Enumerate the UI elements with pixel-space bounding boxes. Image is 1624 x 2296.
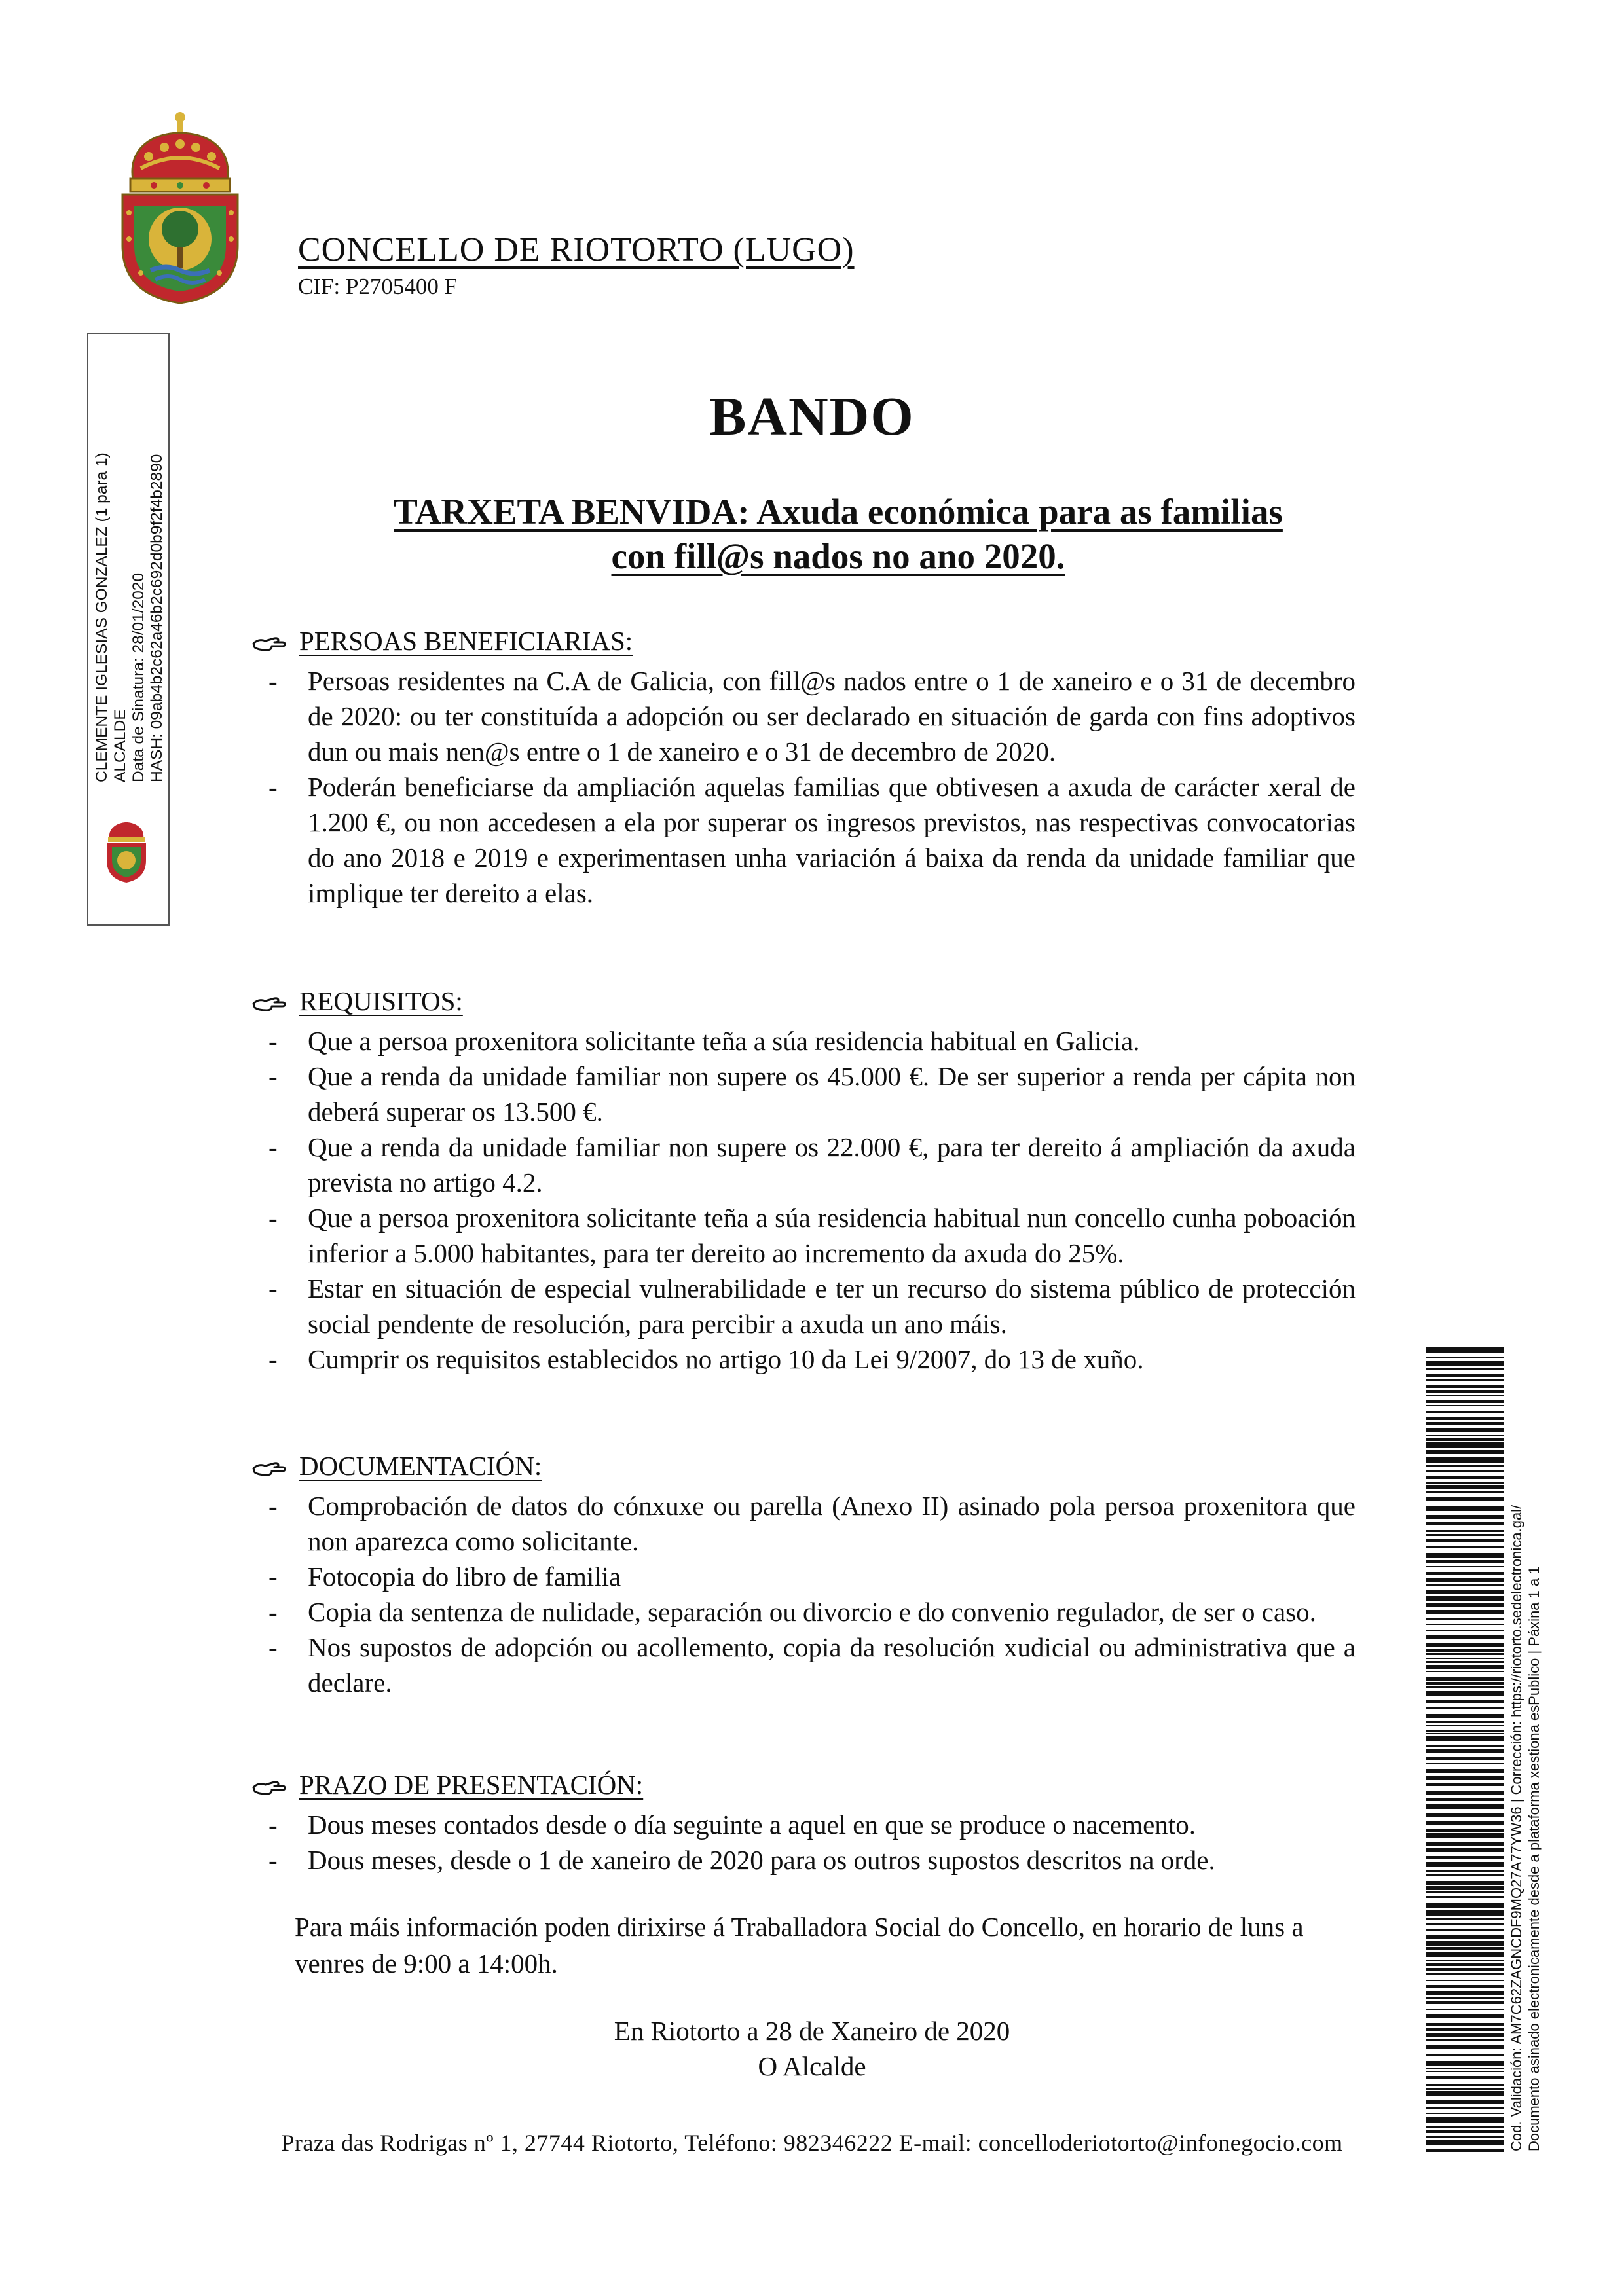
barcode-bar <box>1426 1603 1504 1607</box>
barcode-bar <box>1426 1368 1504 1370</box>
barcode-bar <box>1426 1661 1504 1663</box>
document-title: BANDO <box>709 386 915 447</box>
list-item: - Dous meses contados desde o día seguinte a aquel en que se produce o nacemento. <box>252 1807 1365 1842</box>
barcode-bar <box>1426 1918 1504 1920</box>
list-item-text: Persoas residentes na C.A de Galicia, con fill@s nados entre o 1 de xaneiro e o 31 de decembro de 2020: ou ter constituída a adopción ou ser declarado en situación de garda con fins adoptivos dun ou mais nen@s entre o 1 de xaneiro e o 31 de decembro de 2020. <box>308 666 1356 767</box>
barcode-bar <box>1426 1653 1504 1655</box>
hand-pointing-icon <box>252 1774 286 1796</box>
barcode-bar <box>1426 1903 1504 1908</box>
barcode-bar <box>1426 1630 1504 1631</box>
barcode-bar <box>1426 1769 1504 1773</box>
barcode-bar <box>1426 1736 1504 1741</box>
barcode-bar <box>1426 1506 1504 1511</box>
barcode-bar <box>1426 1428 1504 1432</box>
barcode-bar <box>1426 1422 1504 1425</box>
barcode-bar <box>1426 1714 1504 1718</box>
barcode-bar <box>1426 1881 1504 1885</box>
closing-signer: O Alcalde <box>758 2051 866 2081</box>
closing-place-date: En Riotorto a 28 de Xaneiro de 2020 <box>614 2016 1010 2046</box>
signature-hash: HASH: 09ab4b2c62a46b2c692d0b9f2f4b2890 <box>148 454 166 782</box>
barcode-bar <box>1426 1649 1504 1652</box>
barcode-bar <box>1426 2061 1504 2066</box>
barcode-bar <box>1426 1929 1504 1931</box>
stamp-crest-icon <box>103 818 150 884</box>
barcode-bar <box>1426 2088 1504 2090</box>
section-requirements <box>252 985 1365 1377</box>
barcode-bar <box>1426 2028 1504 2031</box>
crown-icon <box>130 112 230 192</box>
barcode-bar <box>1426 1813 1504 1817</box>
list-item-text: Que a renda da unidade familiar non supere os 45.000 €. De ser superior a renda per cápita non deberá superar os 13.500 €. <box>308 1061 1356 1127</box>
barcode-bar <box>1426 1411 1504 1413</box>
barcode-bar <box>1426 1643 1504 1647</box>
organization-cif: CIF: P2705400 F <box>298 274 458 299</box>
barcode-bar <box>1426 1700 1504 1703</box>
barcode-bar <box>1426 1842 1504 1846</box>
barcode-bar <box>1426 1497 1504 1501</box>
section-title: PERSOAS BENEFICIARIAS: <box>299 626 633 656</box>
list-item: - Fotocopia do libro de familia <box>252 1559 1365 1594</box>
barcode-bar <box>1426 2014 1504 2018</box>
barcode-bar <box>1426 1553 1504 1558</box>
validation-code-line: Cod. Validación: AM7C62ZAGNCDF9MQ27A77YW36 | Corrección: https://riotorto.sedelectronica.gal/ <box>1508 1504 1524 2151</box>
barcode-bar <box>1426 1910 1504 1916</box>
barcode-bar <box>1426 1442 1504 1448</box>
barcode-bar <box>1426 2136 1504 2138</box>
section-beneficiaries <box>252 625 1365 911</box>
hand-pointing-icon <box>252 630 286 653</box>
barcode-bar <box>1426 2107 1504 2109</box>
list-item-text: Estar en situación de especial vulnerabilidade e ter un recurso do sistema público de protección social pendente de resolución, para percibir a axuda un ano máis. <box>308 1273 1356 1339</box>
barcode-bar <box>1426 1560 1504 1563</box>
barcode-bar <box>1426 1491 1504 1493</box>
validation-text <box>1507 1346 1553 2151</box>
list-item: - Poderán beneficiarse da ampliación aquelas familias que obtivesen a axuda de carácter xeral de 1.200 €, ou non accedesen a ela por superar os ingresos previstos, nas respectivas convocatorias do ano 2018 e 2019 e experimentasen unha variación á baixa da renda da unidade familiar que implique ter dereito a elas. <box>252 769 1365 911</box>
barcode-bar <box>1426 1578 1504 1582</box>
barcode-bar <box>1426 1686 1504 1688</box>
barcode-bar <box>1426 2100 1504 2104</box>
barcode-bar <box>1426 1457 1504 1463</box>
validation-platform-line: Documento asinado electronicamente desde a plataforma xestiona esPublico | Páxina 1 a 1 <box>1526 1566 1542 2151</box>
list-item: - Que a renda da unidade familiar non supere os 22.000 €, para ter dereito á ampliación da axuda prevista no artigo 4.2. <box>252 1129 1365 1200</box>
list-item: - Que a persoa proxenitora solicitante teña a súa residencia habitual nun concello cunha poboación inferior a 5.000 habitantes, para ter dereito ao incremento da axuda do 25%. <box>252 1200 1365 1271</box>
list-item: - Dous meses, desde o 1 de xaneiro de 2020 para os outros supostos descritos na orde. <box>252 1842 1365 1878</box>
barcode-bar <box>1426 1379 1504 1381</box>
barcode-bar <box>1426 2140 1504 2145</box>
barcode-bar <box>1426 1952 1504 1957</box>
barcode-bar <box>1426 1980 1504 1981</box>
barcode-bar <box>1426 2023 1504 2026</box>
barcode-bar <box>1426 1947 1504 1950</box>
list-item: - Persoas residentes na C.A de Galicia, con fill@s nados entre o 1 de xaneiro e o 31 de decembro de 2020: ou ter constituída a adopción ou ser declarado en situación de garda con fins adoptivos dun ou mais nen@s entre o 1 de xaneiro e o 31 de decembro de 2020. <box>252 663 1365 769</box>
barcode-bar <box>1426 1745 1504 1747</box>
barcode-bar <box>1426 1960 1504 1961</box>
signature-text <box>93 200 172 782</box>
barcode-bar <box>1426 1546 1504 1548</box>
barcode-bar <box>1426 2117 1504 2123</box>
barcode-bar <box>1426 1624 1504 1625</box>
organization-name: CONCELLO DE RIOTORTO (LUGO) <box>298 231 855 268</box>
barcode-bar <box>1426 1677 1504 1681</box>
barcode-bar <box>1426 1476 1504 1479</box>
barcode-bar <box>1426 1618 1504 1620</box>
footer-address: Praza das Rodrigas nº 1, 27744 Riotorto, Teléfono: 982346222 E-mail: concelloderiotorto@infonegocio.com <box>281 2130 1343 2156</box>
list-item-text: Fotocopia do libro de familia <box>308 1561 621 1592</box>
barcode-bar <box>1426 1590 1504 1594</box>
list-item-text: Copia da sentenza de nulidade, separación ou divorcio e do convenio regulador, de ser o caso. <box>308 1597 1316 1627</box>
barcode-bar <box>1426 2113 1504 2114</box>
signer-role: ALCALDE <box>111 709 129 782</box>
section-documentation <box>252 1450 1365 1700</box>
barcode-bar <box>1426 1361 1504 1366</box>
barcode-bar <box>1426 1534 1504 1536</box>
list-item: - Estar en situación de especial vulnerabilidade e ter un recurso do sistema público de protección social pendente de resolución, para percibir a axuda un ano máis. <box>252 1271 1365 1341</box>
barcode-bar <box>1426 1572 1504 1575</box>
subtitle-line-1: TARXETA BENVIDA: Axuda económica para as familias <box>394 492 1283 532</box>
barcode-bar <box>1426 1610 1504 1614</box>
signature-date: Data de Sinatura: 28/01/2020 <box>130 572 147 782</box>
barcode-bar <box>1426 1417 1504 1420</box>
barcode-bar <box>1426 2068 1504 2069</box>
hand-pointing-icon <box>252 991 286 1013</box>
barcode-bar <box>1426 2009 1504 2010</box>
barcode-bar <box>1426 1856 1504 1859</box>
barcode-bar <box>1426 1973 1504 1975</box>
list-item-text: Dous meses contados desde o día seguinte a aquel en que se produce o nacemento. <box>308 1810 1196 1840</box>
list-item: - Comprobación de datos do cónxuxe ou parella (Anexo II) asinado pola persoa proxenitora que non aparezca como solicitante. <box>252 1488 1365 1559</box>
barcode-bar <box>1426 1757 1504 1760</box>
barcode-bar <box>1426 1804 1504 1809</box>
list-item-text: Nos supostos de adopción ou acollemento, copia da resolución xudicial ou administrativa que a declare. <box>308 1632 1356 1698</box>
barcode-bar <box>1426 1963 1504 1966</box>
list-item: - Cumprir os requisitos establecidos no artigo 10 da Lei 9/2007, do 13 de xuño. <box>252 1341 1365 1377</box>
barcode-bar <box>1426 1833 1504 1838</box>
document-subtitle <box>314 490 1362 579</box>
barcode-bar <box>1426 1635 1504 1639</box>
barcode-bar <box>1426 1886 1504 1890</box>
barcode-bar <box>1426 1935 1504 1939</box>
section-title: REQUISITOS: <box>299 986 463 1016</box>
barcode-bar <box>1426 1896 1504 1898</box>
barcode-bar <box>1426 1730 1504 1732</box>
barcode-bar <box>1426 1566 1504 1567</box>
barcode-bar <box>1426 2084 1504 2086</box>
barcode-bar <box>1426 2033 1504 2037</box>
barcode-bar <box>1426 1470 1504 1472</box>
barcode-bar <box>1426 1891 1504 1893</box>
barcode-bar <box>1426 1485 1504 1489</box>
barcode-bar <box>1426 1584 1504 1586</box>
barcode-bar <box>1426 1395 1504 1396</box>
section-submission-deadline <box>252 1769 1365 1878</box>
barcode-bar <box>1426 2054 1504 2056</box>
section-title: PRAZO DE PRESENTACIÓN: <box>299 1770 644 1800</box>
barcode-bar <box>1426 1438 1504 1441</box>
barcode-bar <box>1426 1721 1504 1723</box>
list-item-text: Poderán beneficiarse da ampliación aquelas familias que obtivesen a axuda de carácter xeral de 1.200 €, ou non accedesen a ela por superar os ingresos previstos, nas respectivas convocatorias do ano 2018 e 2019 e experimentasen unha variación á baixa da renda da unidade familiar que implique ter dereito a elas. <box>308 772 1356 908</box>
barcode-bar <box>1426 2039 1504 2041</box>
barcode-bar <box>1426 1522 1504 1525</box>
section-header <box>252 1769 1365 1807</box>
list-item: - Copia da sentenza de nulidade, separación ou divorcio e do convenio regulador, de ser o caso. <box>252 1594 1365 1630</box>
barcode-bar <box>1426 1539 1504 1542</box>
barcode-bar <box>1426 2126 1504 2128</box>
barcode-bar <box>1426 1749 1504 1753</box>
barcode-bar <box>1426 2091 1504 2096</box>
barcode-bar <box>1426 1821 1504 1825</box>
barcode-bar <box>1426 1405 1504 1406</box>
validation-barcode <box>1426 1347 1504 2153</box>
list-item-text: Dous meses, desde o 1 de xaneiro de 2020 para os outros supostos descritos na orde. <box>308 1845 1215 1875</box>
barcode-bar <box>1426 1691 1504 1696</box>
list-item-text: Que a renda da unidade familiar non supere os 22.000 €, para ter dereito á ampliación da axuda prevista no artigo 4.2. <box>308 1132 1356 1197</box>
list-item: - Que a renda da unidade familiar non supere os 45.000 €. De ser superior a renda per cápita non deberá superar os 13.500 €. <box>252 1059 1365 1129</box>
barcode-bar <box>1426 1665 1504 1669</box>
barcode-bar <box>1426 1374 1504 1377</box>
barcode-bar <box>1426 1763 1504 1764</box>
barcode-bar <box>1426 2001 1504 2004</box>
barcode-bar <box>1426 1776 1504 1780</box>
barcode-bar <box>1426 1707 1504 1709</box>
list-item: - Que a persoa proxenitora solicitante teña a súa residencia habitual en Galicia. <box>252 1023 1365 1059</box>
barcode-bar <box>1426 1682 1504 1685</box>
barcode-bar <box>1426 1658 1504 1659</box>
list-item-text: Que a persoa proxenitora solicitante teña a súa residencia habitual en Galicia. <box>308 1026 1140 1056</box>
barcode-bar <box>1426 1482 1504 1484</box>
section-header <box>252 625 1365 663</box>
hand-pointing-icon <box>252 1455 286 1478</box>
barcode-bar <box>1426 2076 1504 2079</box>
section-header <box>252 1450 1365 1488</box>
barcode-bar <box>1426 1783 1504 1786</box>
barcode-bar <box>1426 1357 1504 1358</box>
barcode-bar <box>1426 1848 1504 1852</box>
signer-name: CLEMENTE IGLESIAS GONZALEZ (1 para 1) <box>93 452 111 782</box>
list-item-text: Que a persoa proxenitora solicitante teña a súa residencia habitual nun concello cunha poboación inferior a 5.000 habitantes, para ter dereito ao incremento da axuda do 25%. <box>308 1203 1356 1268</box>
subtitle-line-2: con fill@s nados no ano 2020. <box>611 536 1065 576</box>
barcode-bar <box>1426 1923 1504 1925</box>
barcode-bar <box>1426 1862 1504 1867</box>
barcode-bar <box>1426 1465 1504 1467</box>
barcode-bar <box>1426 1435 1504 1436</box>
list-item-text: Cumprir os requisitos establecidos no artigo 10 da Lei 9/2007, do 13 de xuño. <box>308 1344 1144 1374</box>
barcode-bar <box>1426 1530 1504 1532</box>
barcode-bar <box>1426 1985 1504 1988</box>
barcode-bar <box>1426 1450 1504 1454</box>
more-info-paragraph: Para máis información poden dirixirse á Traballadora Social do Concello, en horario de luns a venres de 9:00 a 14:00h. <box>295 1912 1304 1978</box>
barcode-bar <box>1426 2130 1504 2133</box>
barcode-bar <box>1426 2149 1504 2152</box>
barcode-bar <box>1426 1991 1504 1995</box>
barcode-bar <box>1426 1829 1504 1832</box>
list-item-text: Comprobación de datos do cónxuxe ou parella (Anexo II) asinado pola persoa proxenitora que non aparezca como solicitante. <box>308 1491 1356 1556</box>
barcode-bar <box>1426 1515 1504 1519</box>
barcode-bar <box>1426 1798 1504 1801</box>
barcode-bar <box>1426 1997 1504 1999</box>
barcode-bar <box>1426 1671 1504 1672</box>
barcode-bar <box>1426 1596 1504 1601</box>
barcode-bar <box>1426 2045 1504 2049</box>
barcode-bar <box>1426 2071 1504 2072</box>
barcode-bar <box>1426 1941 1504 1946</box>
section-header <box>252 985 1365 1023</box>
barcode-bar <box>1426 1347 1504 1353</box>
barcode-bar <box>1426 1725 1504 1726</box>
barcode-bar <box>1426 1385 1504 1388</box>
barcode-bar <box>1426 1870 1504 1872</box>
barcode-bar <box>1426 1400 1504 1403</box>
section-title: DOCUMENTACIÓN: <box>299 1451 542 1481</box>
barcode-bar <box>1426 1968 1504 1971</box>
barcode-bar <box>1426 1791 1504 1795</box>
barcode-bar <box>1426 1390 1504 1393</box>
list-item: - Nos supostos de adopción ou acollemento, copia da resolución xudicial ou administrativa que a declare. <box>252 1630 1365 1700</box>
barcode-bar <box>1426 1874 1504 1876</box>
barcode-bar <box>1426 1733 1504 1734</box>
